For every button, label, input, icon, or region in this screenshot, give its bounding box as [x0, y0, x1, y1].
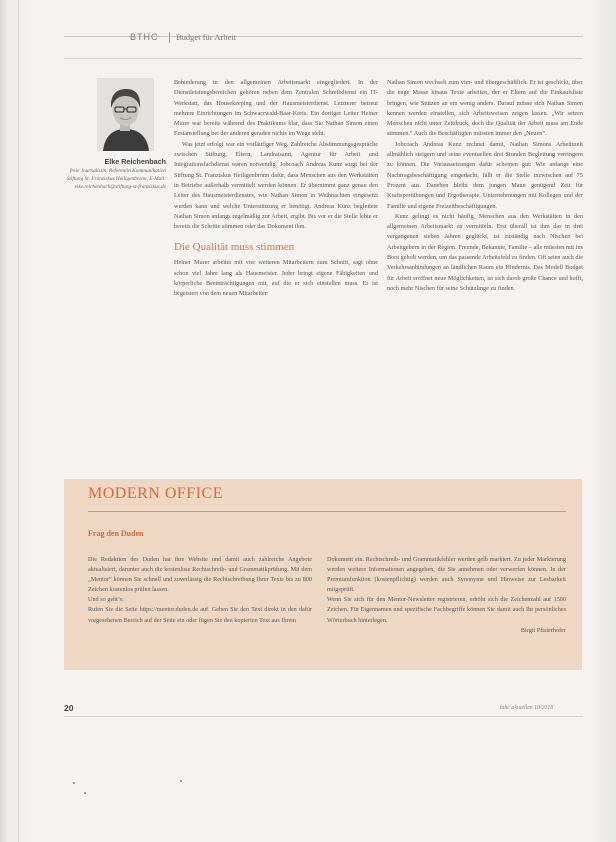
page-number: 20 — [64, 703, 74, 713]
author-portrait — [97, 78, 154, 151]
article-column-2 — [387, 78, 583, 294]
modern-office-subtitle: Frag den Duden — [88, 529, 144, 538]
header-section: Budget für Arbeit — [176, 32, 236, 42]
article-paragraph: Was jetzt erfolgt war ein vorläufiger Weg. Zahlreiche Abstimmungsgespräche zwischen Stiftung, Eltern, Landratsamt, Agentur für Arbeit und Integrationsfachdienst waren notwendig. Jobcoach Andreas Kunz sorgt bei der Stiftung St. Franziskus Heiligenbronn dafür, dass Menschen aus den Werkstätten in Betriebe außerhalb vermittelt werden können. Er übernimmt ganz genau den Leiter des Hausmeisterdienstes, wie Nathan Simon in Weihnachten eingesetzt werden kann und welche Unterstützung er benötigt. Andreas Kunz begleitete Nathan Simon anfangs regelmäßig zur Arbeit, ergibt. Bis vor er die Stelle lebte er bereits die Schritte stimmen oder das Dokument ihm. — [174, 140, 378, 231]
header-separator — [169, 32, 170, 43]
box-paragraph: Rufen Sie die Seite https://mentor.duden.de auf. Geben Sie den Text direkt in den dafür vorgesehenen Bereich auf der Seite ein oder fügen Sie den kopierten Text aus Ihrem — [88, 606, 312, 624]
modern-office-title: MODERN OFFICE — [88, 485, 223, 502]
scan-speck — [180, 780, 182, 782]
box-paragraph: Und so geht’s: — [88, 596, 124, 604]
article-subheading: Die Qualität muss stimmen — [174, 241, 295, 254]
header-rule-bottom — [64, 58, 583, 59]
article-paragraph: Kunz gelingt es nicht häufig, Menschen aus den Werkstätten in den allgemeinen Arbeitsmarkt zu vermitteln. Erst überall ist ihm das in drei vergangenen sieben Jahren geglückt, ist zuständig nach Nischen bei Arbeitgebern in der Region. Freunde, Bekannte, Familie – alle müssten mit ins Boot geholt werden, um das passende Arbeitsfeld zu finden. Oft seien auch die Verkehrsanbindungen an ländlichen Raum ein Hindernis. Das Modell Budget für Arbeit eröffnet neue Möglichkeiten, ist sich darob große Chance und hofft, noch mehr Nischen für seine Schützlinge zu finden. — [387, 212, 583, 292]
box-signature: Birgit Pfisterhofer — [520, 626, 566, 634]
box-paragraph: Dokument ein. Rechtschreib- und Grammatikfehler werden gelb markiert. Zu jeder Markierung werden weitere Informationen angegeben, die Sie annehmen oder verwerfen können. In der Premiumfunktion (kostenpflichtig) werden auch Synonyme und Hinweise zur Lesbarkeit mitgeprüft. — [327, 556, 566, 594]
scan-speck — [84, 792, 86, 794]
author-name: Elke Reichenbach — [104, 157, 166, 166]
article-paragraph: Jobcoach Andreas Kunz rechnet damit, Nathan Simons Arbeitszeit allmählich steigern und seine eventuellen drei Stunden Begleitung verringern zu können. Die Voraussetzungen dafür scheinen gut: Wie anfangs eine Nachtragsbeschäftigung eingedacht, fällt er die Stelle inzwischen auf 75 Prozent aus. Daneben bleibt dem jungen Mann genügend Zeit für Kraftsportübungen und Ergotherapie. Unternehmungen mit Kollegen und der Familie und eigene Freizeitbeschäftigungen. — [387, 140, 583, 210]
box-paragraph: Die Redaktion des Duden hat ihre Website und damit auch zahlreiche Angebote aktualisiert, darunter auch die kostenlose Rechtschreib- und Grammatikprüfung. Mit dem „Mentor“ können Sie schnell und zuverlässig die Rechtschreibung Ihrer Texte bis zu 800 Zeichen kostenlos prüfen lassen. — [88, 556, 312, 594]
header-brand: BTHC — [130, 32, 159, 42]
publication-name: bthc aktuellen 10/2018 — [500, 705, 554, 711]
author-role: freie Journalistin, Referentin Kommunikation Stiftung St. Franziskus Heiligenbronn, E-Mail: elke.reichenbach@stiftung-st-franziskus.de — [66, 168, 166, 191]
box-paragraph: Wenn Sie sich für den Mentor-Newsletter registrieren, erhöht sich die Zeichenzahl auf 1500 Zeichen. Für Eigennamen und spezifische Fachbegriffe können Sie damit auch Ihr persönliches Wörterbuch hinterlegen. — [327, 596, 566, 624]
footer-rule — [64, 716, 583, 717]
article-paragraph: Behinderung in den allgemeinen Arbeitsmarkt eingegliedert. In der Dienstleistungsbereichen gehören neben dem Zentralen Schreibdienst ein IT-Werkstatt, das Housekeeping und der Hausmeisterdienst. Letzterer betreut mehrere Einrichtungen im Schwarzwald-Baar-Kreis. Ein dortiger Leiter Heiner Murer war bereits während des Praktikums klar, dass Sie Nathan Simon einen Festanstellung bei der anderen geraden nichts im Wege steht. — [174, 79, 378, 138]
article-paragraph: Nathan Simon wechselt zum vier- und übergeschäftlich. Er ist geschickt, über die enge Masse hinaus Texte arbeiten, der er Eltern auf die Einkaufsliste bringen, wie Stützen an ein wenig anders. Darauf müsse sich Nathan Simon kennen werden einstellen, sich Arbeitsweisen zeigen lassen. „Wir setzen Menschen nicht unter Zeitdruck, doch die Qualität der Arbeit muss am Ende stimmen.“ Auch die Beschäftigten müssten immer den „Neuen“. — [387, 79, 583, 138]
scan-speck — [73, 782, 75, 784]
modern-office-column-left — [88, 555, 312, 626]
modern-office-column-right — [327, 555, 566, 636]
modern-office-rule — [88, 511, 566, 512]
page-edge — [18, 0, 19, 842]
article-column-1 — [174, 78, 378, 300]
article-paragraph: Heiner Murer arbeitet mit vier weiteren Mitarbeitern zum Schnitt, sagt ohne schon viel Jahre lang als Hausmeister. Jeder bringt eigene Fähigkeiten und körperliche Beeinträchtigungen mit, auf die er sich einstellen muss. Er ist begeistert von dem neuen Mitarbeiter: — [174, 259, 378, 298]
